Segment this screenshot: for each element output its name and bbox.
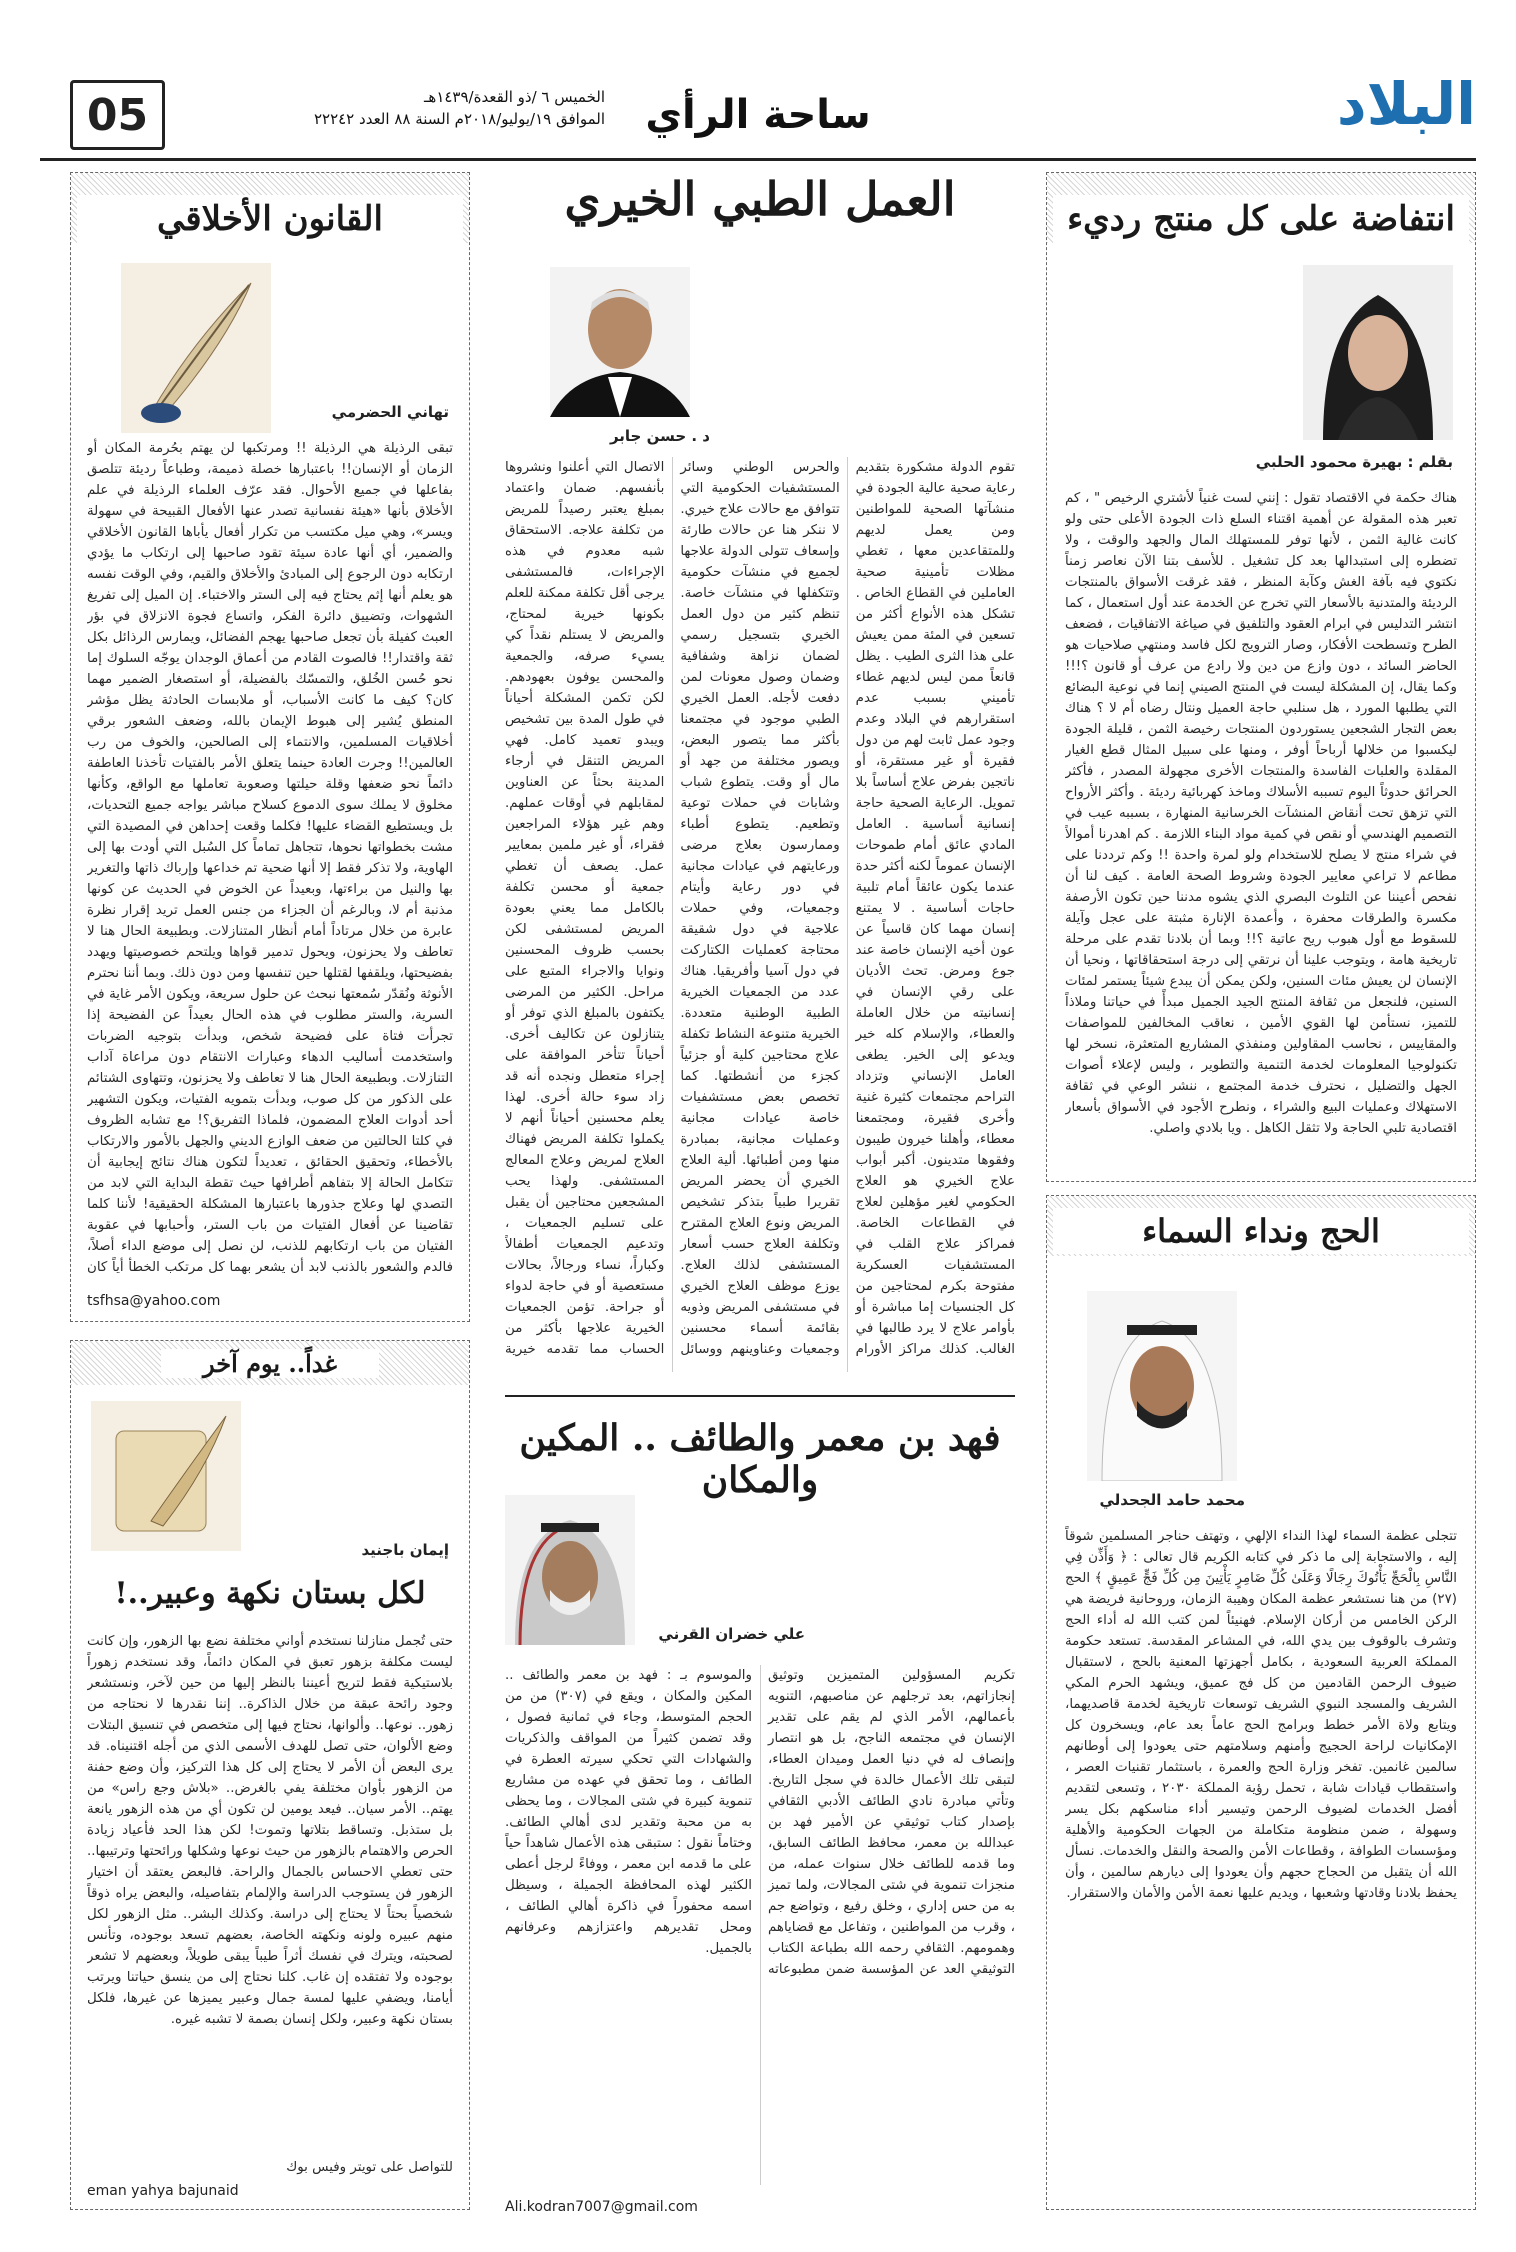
author-byline: إيمان باجنيد	[361, 1541, 449, 1559]
article-center-top	[505, 172, 1015, 1372]
author-photo	[1087, 1291, 1237, 1481]
column-illustration	[121, 263, 271, 433]
author-byline: علي خضران القرني	[658, 1625, 805, 1643]
quill-pen-icon	[121, 263, 271, 433]
man-portrait-icon	[550, 267, 690, 417]
article-body: تقوم الدولة مشكورة بتقديم رعاية صحية عالية الجودة في منشآتها الصحية للمواطنين ومن يعمل لديهم وللمتقاعدين معها ، تغطي مظلات تأمينية صحية العاملين في القطاع الخاص . تشكل هذه الأنواع أكثر من تسعين في المئة ممن يعيش على هذا الثرى الطيب . يظل قانعاً ممن ليس لديهم غطاء تأميني بسبب عدم استقرارهم في البلاد وعدم وجود عمل ثابت لهم من دول فقيرة أو غير مستقرة، أو ناتجين بفرض علاج أساساً بلا تمويل. الرعاية الصحية حاجة إنسانية أساسية . العامل المادي عائق أمام طموحات الإنسان عموماً لكنه أكثر حدة عندما يكون عائقاً أمام تلبية حاجات أساسية . لا يمتنع إنسان مهما كان قاسياً عن عون أخيه الإنسان خاصة عند جوع ومرض. تحث الأديان على رقي الإنسان في إنسانيته من خلال العاملة والعطاء، والإسلام كله خير ويدعو إلى الخير. يطغى العامل الإنساني وتزداد التراحم مجتمعات كثيرة غنية وأخرى فقيرة، ومجتمعنا معطاء، وأهلنا خيرون طيبون وفقوها متدينون. أكبر أبواب علاج الخيري هو العلاج الحكومي لغير مؤهلين لعلاج في القطاعات الخاصة. فمراكز علاج القلب في المستشفيات العسكرية مفتوحة بكرم لمحتاجين من كل الجنسيات إما مباشرة أو بأوامر علاج لا يرد طالبها في الغالب. كذلك مراكز الأورام والحرس الوطني وسائر المستشفيات الحكومية التي تتوافق مع حالات علاج خيري. لا ننكر هنا عن حالات طارئة وإسعاف تتولى الدولة علاجها لجميع في منشآت حكومية وتتكفلها في منشآت خاصة. تنظم كثير من دول العمل الخيري بتسجيل رسمي لضمان نزاهة وشفافية وضمان وصول معونات لمن دفعت لأجله. العمل الخيري الطبي موجود في مجتمعنا بأكثر مما يتصور البعض، ويصور مختلفة من جهد أو مال أو وقت. يتطوع شباب وشابات في حملات توعية وتطعيم. يتطوع أطباء وممارسون بعلاج مرضى ورعايتهم في عيادات مجانية في دور رعاية وأيتام وجمعيات، وفي حملات علاجية في دول شقيقة محتاجة كعمليات الكتاركت في دول آسيا وأفريقيا. هناك عدد من الجمعيات الخيرية الطبية الوطنية متعددة. الخيرية متنوعة النشاط تكفلة علاج محتاجين كلية أو جزئياً كجزء من أنشطتها. كما تخصص بعض مستشفيات خاصة عيادات مجانية وعمليات مجانية، بمبادرة منها ومن أطبائها. ألية العلاج الخيري أن يحضر المريض تقريرا طبياً بتذكر تشخيص المريض ونوع العلاج المقترح وتكلفة العلاج حسب أسعار المستشفى لذلك العلاج. يوزع موظف العلاج الخيري في مستشفى المريض وذويه بقائمة أسماء محسنين وجمعيات وعناوينهم ووسائل الاتصال التي أعلنوا ونشروها بأنفسهم. ضمان واعتماد بمبلغ يعتبر رصيداً للمريض من تكلفة علاجه. الاستحقاق شبه معدوم في هذه الإجراءات، فالمستشفى يرجى أقل تكلفة ممكنة للعلم بكونها خيرية لمحتاج، والمريض لا يستلم نقداً كي يسيء صرفه، والجمعية والمحسن يوفون بعهودهم. لكن تكمن المشكلة أحياناً في طول المدة بين تشخيص ويبدو تعميد كامل. فهي المريض التنقل في أرجاء المدينة بحثاً عن العناوين لمقابلهم في أوقات عملهم. وهم غير هؤلاء المراجعين فقراء، أو غير ملمين بمعايير عمل. يصعف أن تغطي جمعية أو محسن تكلفة بالكامل مما يعني بعودة المريض لمستشفى لكن بحسب ظروف المحسنين ونوايا والاجراء المتبع على مراحل. الكثير من المرضى يكتفون بالمبلغ الذي توفر أو يتنازلون عن تكاليف أخرى. أحياناً تتأخر الموافقة على إجراء متعطل ونجده أنه قد زاد سوء حالة أخرى. لهذا يعلم محسنين أحياناً أنهم لا يكملوا تكلفة المريض فهناك العلاج لمريض وعلاج المعالج المستشفى. ولهذا يحب المشجعين محتاجين أن يقبل على تسليم الجمعيات ، وتدعيم الجمعيات أطفالاً وكباراً، نساء ورجالاً، بحالات مستعصية أو في حاجة لدواء أو جراحة. تؤمن الجمعيات الخيرية علاجها بأكثر من الحساب مما تقدمه خيرية	[505, 460, 1015, 1357]
author-email: Ali.kodran7007@gmail.com	[505, 2199, 698, 2215]
column-title: غداً.. يوم آخر	[161, 1349, 379, 1378]
author-email: tsfhsa@yahoo.com	[87, 1293, 221, 1309]
author-email: eman yahya bajunaid	[87, 2183, 239, 2199]
article-headline: انتفاضة على كل منتج رديء	[1053, 195, 1469, 243]
section-title: ساحة الرأي	[645, 92, 871, 138]
section-rule	[505, 1395, 1015, 1397]
article-left-bottom	[70, 1340, 470, 2210]
author-byline: بقلم : بهيرة محمود الحلبي	[1255, 453, 1453, 471]
man-portrait-ghutra-icon	[1087, 1291, 1237, 1481]
author-photo	[1303, 265, 1453, 440]
author-byline: محمد حامد الجحدلي	[1099, 1491, 1245, 1509]
date-hijri: الخميس ٦ /ذو القعدة/١٤٣٩هـ	[424, 88, 605, 106]
man-portrait-shemagh-icon	[505, 1495, 635, 1645]
author-photo	[550, 267, 690, 417]
article-headline: لكل بستان نكهة وعبير..!	[114, 1576, 426, 1611]
page-number: 05	[70, 80, 165, 150]
author-byline: تهاني الحضرمي	[331, 403, 449, 421]
quill-scroll-icon	[91, 1401, 241, 1551]
woman-portrait-icon	[1303, 265, 1453, 440]
author-byline: د . حسن جابر	[609, 427, 710, 445]
contact-note: للتواصل على تويتر وفيس بوك	[286, 2160, 453, 2175]
article-headline: القانون الأخلاقي	[77, 195, 463, 243]
article-headline: الحج ونداء السماء	[1053, 1208, 1469, 1254]
newspaper-logo: البلاد	[1336, 70, 1476, 138]
article-headline: فهد بن معمر والطائف .. المكين والمكان	[519, 1417, 1001, 1501]
masthead-rule	[40, 158, 1476, 161]
article-right-bottom	[1046, 1195, 1476, 2210]
column-illustration	[91, 1401, 241, 1551]
article-center-bottom	[505, 1395, 1015, 2215]
article-body: هناك حكمة في الاقتصاد تقول : إنني لست غنياً لأشتري الرخيص " ، كم تعبر هذه المقولة عن أهمية اقتناء السلع ذات الجودة الأعلى حتى ولو كانت غالية الثمن ، لأنها توفر للمستهلك المال والجهد والوقت ، ولا تضطره إلى استبدالها بعد كل تشغيل . للأسف بتنا الآن نعاصر زمناً نكتوي فيه بآفة الغش وكآبة المنظر ، فقد غرقت الأسواق بالمنتجات الرديئة والمتدنية بالأسعار التي تخرج عن الخدمة عند أول استعمال ، كما انتشر التدليس في ابرام العقود والتلفيق في صياغة الاتفاقيات ، فضعف الطرح وتسطحت الأفكار، وصار الترويج لكل فاسد ومنتهي صلاحيات هو الحاضر السائد ، دون وازع من دين ولا رادع من عرف أو قانون ؟!!! وكما يقال، إن المشكلة ليست في المنتج الصيني إنما في نوعية البضائع التي يطلبها المورد ، هل سنلبي حاجة العميل ونتال رضاه أم لا ؟ هناك بعض التجار الشجعين يستوردون المنتجات رخيصة الثمن ، قليلة الجودة ليكسبوا من خلالها أرباحاً أوفر ، ومنها على سبيل المثال قطع الغيار المقلدة والعلبات الفاسدة والمنتجات الأخرى مجهولة المصدر ، فأكثر الحرائق حدوثاً اليوم تسببه الأسلاك وماخذ كهربائية رديئة . وأكثر الأرواح التي تزهق تحت أنقاض المنشآت الخرسانية المنهارة ، بسببه عيب في التصميم الهندسي أو نقص في كمية مواد البناء اللازمة . كم اهدرنا أموالاً في شراء منتج لا يصلح للاستخدام ولو لمرة واحدة !! وكم ترددنا على مطاعم لا تراعي معايير الجودة وشروط الصحة العامة . كيف لنا أن نفحص أعيننا عن التلوث البصري الذي يشوه مدننا حين تكون الأرصفة مكسرة والطرقات محفرة ، وأعمدة الإنارة مثبتة على عجل وآيلة للسقوط مع أول هبوب ريح عاتية ؟!! وبما أن بلادنا تقدم على مرحلة تاريخية هامة ، ويتوجب علينا أن نرتقي إلى درجة استحقاقاتها ، ونحيا أن الإنسان لن يعيش مئات السنين، ولكن يمكن أن يبدع شيئاً يستمر لمئات السنين، فلنجعل من ثقافة المنتج الجيد الجميل مبدأً في حياتنا وملاذاً للتميز، نستأمن لها القوي الأمين ، نعاقب المخالفين للمواصفات والمقاييس ، نحاسب المقاولين ومنفذي المشاريع المتعثرة، نسخر لها تكنولوجيا المعلومات لخدمة التنمية والتطوير ، وليس لإعلاء أصوات الجهل والتضليل ، نحترف خدمة المجتمع ، ننشر الوعي في ثقافة الاستهلاك وعمليات البيع والشراء ، ونطرح الأجود في الأسواق بأسعار اقتصادية تلبي الحاجة ولا تثقل الكاهل . ويا بلادي واصلي.	[1065, 491, 1457, 1136]
author-photo	[505, 1495, 635, 1645]
article-left-top	[70, 172, 470, 1322]
date-line	[175, 86, 605, 130]
article-body: تتجلى عظمة السماء لهذا النداء الإلهي ، وتهتف حناجر المسلمين شوقاً إليه ، والاستجابة إلى ما ذكر في كتابه الكريم قال تعالى : ﴿ وَأَذِّن فِي النَّاسِ بِالْحَجِّ يَأْتُوكَ رِجَالًا وَعَلَىٰ كُلِّ ضَامِرٍ يَأْتِينَ مِن كُلِّ فَجٍّ عَمِيقٍ ﴾ الحج (٢٧) من هنا نستشعر عظمة المكان وهيبة الزمان، وروحانية فريضة هي الركن الخامس من أركان الإسلام. فهنيئاً لمن كتب الله له أداء الحج وتشرف بالوقوف بين يدي الله، في المشاعر المقدسة. تستعد حكومة المملكة العربية السعودية ، بكامل أجهزتها المعنية بالحج ، لاستقبال ضيوف الرحمن القادمين من كل فج عميق، ويشهد الحرم المكي الشريف والمسجد النبوي الشريف توسعات تاريخية لخدمة قاصديهما، ويتابع ولاة الأمر خطط وبرامج الحج عاماً بعد عام، ويسخرون كل الإمكانيات لراحة الحجيج وأمنهم وسلامتهم حتى يعودوا إلى أوطانهم سالمين غانمين. تفخر وزارة الحج والعمرة ، باستثمار تقنيات العصر ، واستقطاب قيادات شابة ، تحمل رؤية المملكة ٢٠٣٠ ، وتسعى لتقديم أفضل الخدمات لضيوف الرحمن وتيسير أداء مناسكهم بكل يسر وسهولة ، ضمن منظومة متكاملة من الجهات الحكومية والأهلية ومؤسسات الطوافة ، وقطاعات الأمن والصحة والنقل والخدمات. نسأل الله أن يتقبل من الحجاج حجهم وأن يعودوا إلى ديارهم سالمين ، وأن يحفظ بلادنا وقادتها وشعبها ، ويديم عليها نعمة الأمن والأمان والاستقرار.	[1065, 1529, 1457, 1901]
article-right-top	[1046, 172, 1476, 1182]
article-body: حتى تُجمل منازلنا نستخدم أواني مختلفة نضع بها الزهور، وإن كانت ليست مكلفة بزهور تعبق في المكان دائماً، وقد نستخدم زهوراً بلاستيكية فقط لتريح أعيننا بالنظر إليها من حين لآخر، ونستشعر وجود رائحة عبقة من خلال الذاكرة.. إننا نقدرها لا نحتاجه من زهور.. نوعها.. وألوانها، نحتاج فيها إلى متخصص في تنسيق البتلات وضع الألوان، حتى تصل للهدف الأسمى الذي من أجله اقتنيناه. قد يرى البعض أن الأمر لا يحتاج إلى كل هذا التركيز، وأن وضع حفنة من الزهور بأوان مختلفة يفي بالغرض.. «بلاش وجع راس» من يهتم.. الأمر سيان.. فيعد يومين لن تكون أي من هذه الزهور يانعة بل ستذبل. وتساقط بتلاتها وتموت! لكن هذا الحد فأعياد زيادة الحرص والاهتمام بالزهور من حيث نوعها وشكلها ورائحتها وترتيبها.. حتى تعطي الاحساس بالجمال والراحة. فالبعض يعتقد أن اختيار الزهور فن يستوجب الدراسة والإلمام بتفاصيله، والبعض يراه ذوقاً شخصياً بحتاً لا يحتاج إلى دراسة. وكذلك البشر.. مثل الزهور لكل منهم عبيره ولونه ونكهته الخاصة، بعضهم تسعد بوجوده، وتأنس لصحبته، ويترك في نفسك أثراً طيباً يبقى طويلاً، وبعضهم لا تشعر بوجوده ولا تفتقده إن غاب. كلنا نحتاج إلى من ينسق حياتنا ويرتب أيامنا، ويضفي عليها لمسة جمال وعبير يميزها عن غيرها، فلكل بستان نكهة وعبير، ولكل إنسان بصمة لا تشبه غيره.	[87, 1634, 453, 2027]
article-body: تبقى الرذيلة هي الرذيلة !! ومرتكبها لن يهتم بحُرمة المكان أو الزمان أو الإنسان!! باعتبارها خصلة ذميمة، وطباعاً رديئة تتلصق بفاعلها في جميع الأحوال. فقد عرّف العلماء الرذيلة في علم الأخلاق بأنها «هيئة نفسانية تصدر عنها الأفعال القبيحة في سهولة ويسر»، وهي ميل مكتسب من تكرار أفعال يأباها القانون الأخلاقي والضمير، أي أنها عادة سيئة تقود صاحبها إلى ارتكاب ما يؤدي ارتكابه دون الرجوع إلى المبادئ والأخلاق والقيم، وفي الوقت نفسه هو يعلم أنها إثم يحتاج فيه إلى الستر والاختباء. إن الميل إلى تفريغ الشهوات، وتضييق دائرة الفكر، واتساع فجوة الانزلاق في بؤر العبث كفيلة بأن تجعل صاحبها يهجم الفضائل، ويمارس الرذائل بكل ثقة واقتدار!! فالصوت القادم من أعماق الوجدان يوجّه السلوك إما نحو حُسن الخُلق، والتمسّك بالفضيلة، أو استصغار الضمير مهما كان؟ كيف ما كانت الأسباب، أو ملابسات الحادثة يظل مؤشر المنطق يُشير إلى هبوط الإيمان بالله، وضعف الشعور برقي أخلاقيات المسلمين، والانتماء إلى الصالحين، والخوف من رب العالمين!! وجرت العادة حينما يتعلق الأمر بالفتيات تأخذنا العاطفة دائماً نحو ضعفها وقلة حيلتها وصعوبة تعاملها مع الواقع، وكأنها مخلوق لا يملك سوى الدموع كسلاح مباشر يواجه جميع التحديات، بل ويستطيع القضاء عليها! فكلما وقعت إحداهن في المصيدة التي مشت بخطواتها نحوها، تتجاهل تماماً كل السُبل التي أودت بها إلى الهاوية، ولا تذكر فقط إلا أنها ضحية تم خداعها وإرباك ذاتها والتغرير بها والنيل من براءتها، وبعيداً عن الخوض في الحديث عن كونها مذنبة أم لا، وبالرغم أن الجزاء من جنس العمل تريد إقرار نظرة عابرة من خلال مرتاداً أمام أنظار المتنازلات. وبطبيعة الحال هنا لا تعاطف ولا يحزنون، ويحول تدمير قواها ويلتحم خصوصيتها ويهدد بفضيحتها، ويلقفها لقتلها حين تنفسها ومن دون ذلك. وبما أننا نحترم الأنوثة ونُقدّر سُمعتها نبحث عن حلول سريعة، ويكون الأمر غاية في السرية، والستر مطلوب في هذه الحال بعيداً عن الفضيحة إذا تجرأت فتاة على فضيحة شخص، وبدأت بتوجيه الضربات واستخدمت أساليب الدهاء وعبارات الانتقام دون مراعاة آداب التنازلات. وبطبيعة الحال هنا لا تعاطف ولا يحزنون، وتتهاوى الشتائم على الذكور من كل صوب، وبدأت بتمويه الفتيات، ويكون التشهير أحد أدوات العلاج المضمون، فلماذا التفريق؟! مع تشابه الظروف في كلتا الحالتين من ضعف الوازع الديني والجهل بالأمور والارتكاب بالأخطاء، وتحقيق الحقائق ، تعديداً لتكون هناك نتائج إيجابية أن تتكامل الحالة إلا بتفاهم أطرافها حيث تقطة البداية التي لابد من التصدي لها وعلاج جذورها باعتبارها المشكلة الحقيقية! لأننا كلما تقاضينا عن أفعال الفتيات من باب الستر، وأحبابها في عقوبة الفتيان من باب ارتكابهم للذنب، لن نصل إلى موضع الداء أصلاً، فالدم والشعور بالذنب لابد أن يشعر بهما كل مرتكب الخطأ أياً كان	[87, 441, 453, 1275]
article-headline: العمل الطبي الخيري	[564, 172, 956, 226]
date-gregorian-issue: الموافق ١٩/يوليو/٢٠١٨م السنة ٨٨ العدد ٢٢٢٤٢	[313, 110, 605, 128]
article-body: تكريم المسؤولين المتميزين وتوثيق إنجازاتهم، بعد ترجلهم عن مناصبهم، التنويه بأعمالهم، الأمر الذي لم يقم على تقدير الإنسان في مجتمعه الناجح، بل هو انتصار وإنصاف له في دنيا العمل وميدان العطاء، لتبقى تلك الأعمال خالدة في سجل التاريخ. وتأتي مبادرة نادي الطائف الأدبي الثقافي بإصدار كتاب توثيقي عن الأمير فهد بن عبدالله بن معمر، محافظ الطائف السابق، وما قدمه للطائف خلال سنوات عمله، من منجزات تنموية في شتى المجالات، ولما تميز به من حس إداري ، وخلق رفيع ، وتواضع جم ، وقرب من المواطنين ، وتفاعل مع قضاياهم وهمومهم. الثقافي رحمه الله بطباعة الكتاب التوثيقي العد عن المؤسسة ضمن مطبوعاته والموسوم بـ : فهد بن معمر والطائف .. المكين والمكان ، ويقع في (٣٠٧) من من الحجم المتوسط، وجاء في ثمانية فصول ، وقد تضمن كثيراً من المواقف والذكريات والشهادات التي تحكي سيرته العطرة في الطائف ، وما تحقق في عهده من مشاريع تنموية كبيرة في شتى المجالات ، وما يحظى به من محبة وتقدير لدى أهالي الطائف. وختاماً نقول : ستبقى هذه الأعمال شاهداً حياً على ما قدمه ابن معمر ، ووفاءً لرجل أعطى الكثير لهذه المحافظة الجميلة ، وسيظل اسمه محفوراً في ذاكرة أهالي الطائف ، ومحل تقديرهم واعتزازهم وعرفانهم بالجميل.	[505, 1668, 1015, 1977]
